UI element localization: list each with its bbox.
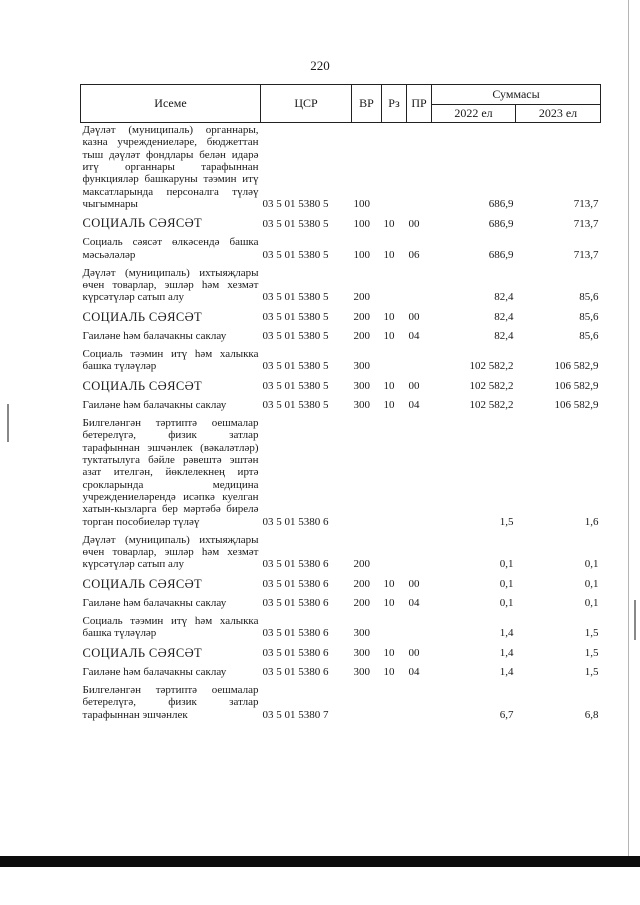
table-row <box>81 576 601 592</box>
row-name: Билгеләнгән тәртиптә оешмалар бетерелүгә, физик затлар тарафыннан эшчәнлек <box>82 684 259 721</box>
row-csr: 03 5 01 5380 5 <box>262 217 329 230</box>
row-pr <box>407 614 432 641</box>
row-sum-2023: 85,6 <box>579 291 599 304</box>
row-pr: 04 <box>408 665 420 678</box>
row-sum-2022: 1,4 <box>499 627 514 640</box>
table-row <box>81 329 601 343</box>
row-rz: 10 <box>383 329 395 342</box>
scan-mark-left <box>7 404 9 442</box>
row-csr: 03 5 01 5380 5 <box>262 329 329 342</box>
row-csr: 03 5 01 5380 6 <box>262 578 329 591</box>
row-name: Социаль сәясәт өлкәсендә башка мәсьәләләр <box>82 236 259 261</box>
row-vr: 300 <box>353 398 370 411</box>
table-row <box>81 416 601 529</box>
page-edge-line <box>628 0 629 856</box>
row-csr: 03 5 01 5380 5 <box>262 311 329 324</box>
row-sum-2022: 686,9 <box>488 217 514 230</box>
header-year-2022: 2022 ел <box>432 105 516 123</box>
header-rz: Рз <box>382 85 407 123</box>
row-sum-2022: 686,9 <box>488 197 514 210</box>
row-sum-2022: 1,5 <box>499 515 514 528</box>
row-rz: 10 <box>383 578 395 591</box>
row-vr: 200 <box>353 291 370 304</box>
row-name: СОЦИАЛЬ СӘЯСӘТ <box>82 378 203 393</box>
table-row <box>81 266 601 305</box>
row-vr: 100 <box>353 197 370 210</box>
row-csr: 03 5 01 5380 6 <box>262 665 329 678</box>
row-sum-2023: 1,5 <box>584 665 599 678</box>
row-vr: 300 <box>353 360 370 373</box>
header-pr: ПР <box>407 85 432 123</box>
row-pr: 00 <box>408 647 420 660</box>
row-name: Гаиләне һәм балачакны саклау <box>82 596 227 609</box>
row-name: СОЦИАЛЬ СӘЯСӘТ <box>82 216 203 231</box>
row-name: Билгеләнгән тәртиптә оешмалар бетерелүгә, физик затлар тарафыннан эшчәнлек (вәкаләтләр) туктатылуга бәйле рәвештә эштән азат ителгән, йөклелекнең иртә срокларында медицина учреждениеләрендә исәпкә куелган хатын-кызларга бер мәртәбә бирелә торган пособиеләр түләү <box>82 417 259 528</box>
scan-bottom-bar <box>0 856 640 867</box>
row-name: Социаль тәэмин итү һәм халыкка башка түләүләр <box>82 348 259 373</box>
row-sum-2022: 0,1 <box>499 596 514 609</box>
row-sum-2023: 1,6 <box>584 515 599 528</box>
row-csr: 03 5 01 5380 6 <box>262 647 329 660</box>
row-sum-2022: 102 582,2 <box>469 380 514 393</box>
row-vr: 200 <box>353 558 370 571</box>
scan-mark-right <box>634 600 636 640</box>
row-vr: 200 <box>353 311 370 324</box>
row-vr: 200 <box>353 329 370 342</box>
row-rz: 10 <box>383 217 395 230</box>
header-year-2023: 2023 ел <box>516 105 601 123</box>
row-pr <box>407 266 432 305</box>
table-row <box>81 614 601 641</box>
row-vr: 300 <box>353 627 370 640</box>
row-csr: 03 5 01 5380 7 <box>262 708 329 721</box>
table-row <box>81 398 601 412</box>
row-csr: 03 5 01 5380 6 <box>262 596 329 609</box>
row-rz <box>382 533 407 572</box>
row-sum-2023: 106 582,9 <box>554 380 599 393</box>
row-pr <box>407 347 432 374</box>
row-pr: 00 <box>408 380 420 393</box>
row-vr: 300 <box>353 665 370 678</box>
row-vr: 100 <box>353 248 370 261</box>
table-row <box>81 123 601 212</box>
row-sum-2023: 0,1 <box>584 578 599 591</box>
page-number: 220 <box>310 58 330 73</box>
row-pr: 06 <box>408 248 420 261</box>
row-name: СОЦИАЛЬ СӘЯСӘТ <box>82 576 203 591</box>
row-csr: 03 5 01 5380 5 <box>262 197 329 210</box>
row-pr: 00 <box>408 578 420 591</box>
row-sum-2022: 102 582,2 <box>469 398 514 411</box>
row-name: Дәүләт (муниципаль) ихтыяҗлары өчен товарлар, эшләр һәм хезмәт күрсәтүләр сатып алу <box>82 266 259 304</box>
row-sum-2022: 102 582,2 <box>469 360 514 373</box>
header-name: Исеме <box>81 85 261 123</box>
row-sum-2023: 1,5 <box>584 647 599 660</box>
row-sum-2022: 1,4 <box>499 665 514 678</box>
row-rz: 10 <box>383 398 395 411</box>
row-pr: 00 <box>408 217 420 230</box>
row-csr: 03 5 01 5380 5 <box>262 380 329 393</box>
row-rz <box>382 123 407 212</box>
row-pr <box>407 123 432 212</box>
row-vr <box>352 416 382 529</box>
header-vr: ВР <box>352 85 382 123</box>
row-rz: 10 <box>383 596 395 609</box>
row-sum-2023: 713,7 <box>573 248 599 261</box>
row-sum-2023: 0,1 <box>584 558 599 571</box>
row-vr: 100 <box>353 217 370 230</box>
row-vr: 300 <box>353 380 370 393</box>
row-sum-2022: 686,9 <box>488 248 514 261</box>
row-csr: 03 5 01 5380 6 <box>262 558 329 571</box>
row-sum-2023: 713,7 <box>573 197 599 210</box>
row-csr: 03 5 01 5380 5 <box>262 248 329 261</box>
row-sum-2022: 82,4 <box>494 329 514 342</box>
row-rz: 10 <box>383 380 395 393</box>
row-pr <box>407 533 432 572</box>
row-name: Дәүләт (муниципаль) ихтыяҗлары өчен товарлар, эшләр һәм хезмәт күрсәтүләр сатып алу <box>82 533 259 571</box>
row-csr: 03 5 01 5380 6 <box>262 515 329 528</box>
row-rz <box>382 683 407 722</box>
row-rz: 10 <box>383 647 395 660</box>
table-row <box>81 596 601 610</box>
row-sum-2023: 713,7 <box>573 217 599 230</box>
table-row <box>81 309 601 325</box>
row-rz <box>382 416 407 529</box>
row-sum-2023: 1,5 <box>584 627 599 640</box>
row-vr: 300 <box>353 647 370 660</box>
table-row <box>81 215 601 231</box>
row-pr: 04 <box>408 596 420 609</box>
row-pr <box>407 683 432 722</box>
row-sum-2022: 82,4 <box>494 311 514 324</box>
header-csr: ЦСР <box>261 85 352 123</box>
row-sum-2023: 85,6 <box>579 329 599 342</box>
row-vr <box>352 683 382 722</box>
table-row <box>81 683 601 722</box>
row-csr: 03 5 01 5380 5 <box>262 291 329 304</box>
row-csr: 03 5 01 5380 5 <box>262 360 329 373</box>
row-vr: 200 <box>353 578 370 591</box>
row-name: Гаиләне һәм балачакны саклау <box>82 329 227 342</box>
row-rz: 10 <box>383 248 395 261</box>
row-sum-2022: 82,4 <box>494 291 514 304</box>
row-name: Социаль тәэмин итү һәм халыкка башка түләүләр <box>82 615 259 640</box>
row-pr: 00 <box>408 311 420 324</box>
row-rz <box>382 614 407 641</box>
row-name: Гаиләне һәм балачакны саклау <box>82 398 227 411</box>
row-sum-2023: 85,6 <box>579 311 599 324</box>
row-pr: 04 <box>408 329 420 342</box>
row-sum-2022: 6,7 <box>499 708 514 721</box>
row-rz: 10 <box>383 311 395 324</box>
row-rz <box>382 266 407 305</box>
table-row <box>81 645 601 661</box>
table-header <box>81 85 601 123</box>
row-pr <box>407 416 432 529</box>
header-sums: Суммасы <box>432 85 601 105</box>
row-sum-2022: 0,1 <box>499 558 514 571</box>
row-name: Дәүләт (муниципаль) органнары, казна учреждениеләре, бюджеттан тыш дәүләт фондлары белән идарә итү органнары тарафыннан функцияләр башкаруны тәэмин итү максатларында персоналга түләү чыгымнары <box>82 124 259 210</box>
row-sum-2023: 106 582,9 <box>554 360 599 373</box>
row-name: Гаиләне һәм балачакны саклау <box>82 665 227 678</box>
row-sum-2023: 0,1 <box>584 596 599 609</box>
table-row <box>81 533 601 572</box>
row-csr: 03 5 01 5380 5 <box>262 398 329 411</box>
table-row <box>81 347 601 374</box>
row-csr: 03 5 01 5380 6 <box>262 627 329 640</box>
row-name: СОЦИАЛЬ СӘЯСӘТ <box>82 309 203 324</box>
row-sum-2022: 1,4 <box>499 647 514 660</box>
row-sum-2023: 6,8 <box>584 708 599 721</box>
row-sum-2023: 106 582,9 <box>554 398 599 411</box>
row-rz: 10 <box>383 665 395 678</box>
row-pr: 04 <box>408 398 420 411</box>
table-row <box>81 235 601 262</box>
table-body <box>81 123 601 722</box>
budget-table <box>80 84 601 722</box>
row-rz <box>382 347 407 374</box>
table-row <box>81 378 601 394</box>
row-name: СОЦИАЛЬ СӘЯСӘТ <box>82 645 203 660</box>
row-sum-2022: 0,1 <box>499 578 514 591</box>
row-vr: 200 <box>353 596 370 609</box>
table-row <box>81 665 601 679</box>
